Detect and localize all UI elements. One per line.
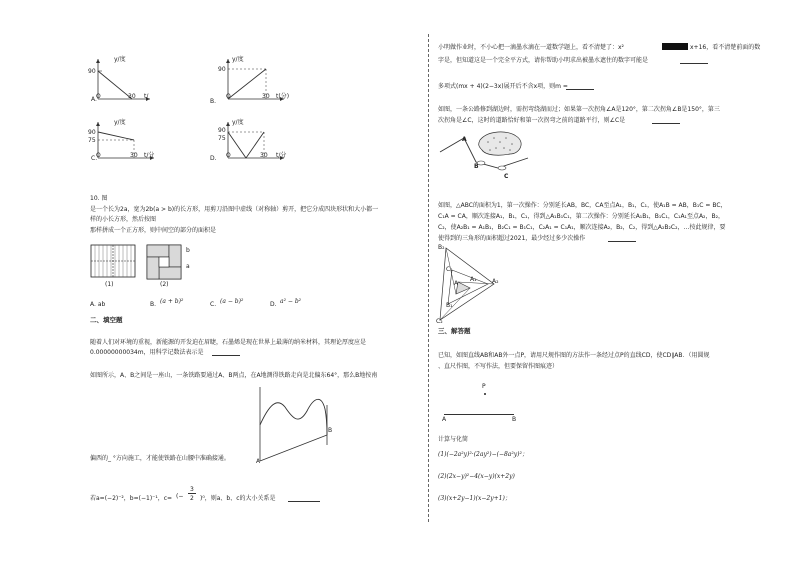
graph-c-letter: C. <box>91 155 98 162</box>
q10-text-3: 那样拼成一个正方形，则中间空的部分的面积是 <box>90 227 217 234</box>
graph-d-ytick2: 75 <box>218 135 226 142</box>
q10-text-1: 是一个长为2a，宽为2b(a > b)的长方形，用剪刀沿图中虚线（对称轴）剪开，把它分成四块形状和大小都一 <box>90 206 379 213</box>
q10-figure-2-label: (2) <box>160 281 169 288</box>
tri-label-c2: C₂ <box>436 318 443 325</box>
mountain-point-b: B <box>328 427 333 434</box>
tri-label-c1: C₁ <box>446 266 453 273</box>
graph-b-letter: B. <box>210 98 217 105</box>
tri-label-b2: B₂ <box>438 244 445 251</box>
q10-figure-2 <box>146 244 184 283</box>
r3-blank[interactable] <box>652 117 680 124</box>
graph-b-xunit: t(分) <box>276 93 290 100</box>
q10-side-a: a <box>186 263 190 270</box>
tri-label-a2: A₂ <box>492 278 499 285</box>
graph-d-xtick: 30 <box>260 152 268 159</box>
ink-blot <box>662 43 688 50</box>
graph-a-ytick: 90 <box>88 68 96 75</box>
q10-option-d: a² − b² <box>280 298 302 305</box>
fill-q3-text: 若a=(−2)⁻²，b=(−1)⁻¹，c= <box>90 495 173 502</box>
mountain-figure <box>255 385 337 468</box>
fill-q3-blank[interactable] <box>288 495 320 502</box>
r5-text-1: 已知，如图直线AB和AB外一点P，请用尺规作图的方法作一条经过点P的直线CD，使CD∥AB．（用圆规 <box>438 352 710 359</box>
graph-option-d <box>218 118 298 173</box>
graph-c-ytick1: 90 <box>88 129 96 136</box>
q10-heading: 10. 图 <box>90 195 108 202</box>
graph-c-xtick: 30 <box>130 152 138 159</box>
graph-b-origin: O <box>226 93 231 100</box>
graph-d-ytick1: 90 <box>218 127 226 134</box>
graph-a-xunit: t/ <box>144 93 149 100</box>
graph-a-yunit: y/度 <box>114 56 126 63</box>
point-p-dot <box>484 393 486 395</box>
graph-c-origin: O <box>96 152 101 159</box>
q10-option-a: A. ab <box>90 301 106 308</box>
r4-text-2: C₁A = CA，顺次连接A₁，B₁，C₁，得到△A₁B₁C₁，第二次操作：分别延长A₁B₁，B₁C₁，C₁A₁至点A₂，B₂， <box>438 213 724 220</box>
graph-d-xunit: t/分 <box>276 152 287 159</box>
r2-blank[interactable] <box>566 83 594 90</box>
q10-side-b: b <box>186 247 190 254</box>
r1-text-mid: x+16，看不清楚前面的数 <box>690 44 761 51</box>
r1-blank[interactable] <box>680 57 708 64</box>
fill-q1-text-2: 0.00000000034m，用科学记数法表示是 <box>90 349 204 356</box>
section-heading-fill-in: 二、填空题 <box>90 316 123 324</box>
q10-option-d-letter: D. <box>270 301 277 308</box>
r4-blank[interactable] <box>608 235 636 242</box>
point-p-label: P <box>482 383 486 390</box>
mountain-point-a: A <box>256 458 261 465</box>
tri-label-a: A <box>454 280 459 287</box>
graph-d-letter: D. <box>210 155 217 162</box>
road-point-b: B <box>474 163 479 170</box>
graph-c-ytick2: 75 <box>88 137 96 144</box>
q10-option-b-letter: B. <box>150 301 157 308</box>
r5-text-2: 、直尺作图，不写作法，但要保留作图痕迹） <box>438 363 559 370</box>
road-point-c: C <box>504 173 509 180</box>
fill-q1-text-1: 随着人们对环境的重视，新能源的开发迫在眉睫，石墨烯是现在世界上最薄的纳米材料，其理论厚度应是 <box>90 339 367 346</box>
r1-text-1: 小明做作业时，不小心把一滴墨水滴在一道数学题上，看不清楚了：x² <box>438 44 624 51</box>
fill-q2-text-2: 偏西的_ °方向施工，才能使铁路在山腰中准确接通。 <box>90 455 230 462</box>
q10-figure-1 <box>90 244 136 281</box>
q10-figure-1-label: (1) <box>105 281 114 288</box>
section-heading-solve: 三、解答题 <box>438 327 471 335</box>
graph-option-c <box>88 118 168 173</box>
q10-option-b: (a + b)² <box>160 298 184 305</box>
line-ab <box>444 414 514 415</box>
r4-text-1: 如图，△ABC的面积为1，第一次操作：分别延长AB，BC，CA至点A₁，B₁，C₁，使A₁B = AB，B₁C = BC， <box>438 202 727 209</box>
tri-label-a1: A₁ <box>470 276 477 283</box>
road-figure <box>436 128 536 183</box>
graph-d-origin: O <box>226 152 231 159</box>
r4-text-3: C₂，使A₂B₁ = A₁B₁，B₂C₁ = B₁C₁，C₂A₁ = C₁A₁，顺次连接A₂，B₂，C₂，得到△A₂B₂C₂，…按此规律，要 <box>438 224 726 231</box>
r3-text-1: 如图，一条公路修到湖边时，需拐弯绕湖而过；如果第一次拐角∠A是120°，第二次拐角∠B是150°，第三 <box>438 106 720 113</box>
calc-heading: 计算与化简 <box>438 436 469 443</box>
q10-option-c-letter: C. <box>210 301 217 308</box>
r2-text: 多项式(mx + 4)(2−3x)展开后不含x项，则m = <box>438 83 568 90</box>
calc-item-2: (2)(2x−y)²−4(x−y)(x+2y) <box>438 473 515 480</box>
q10-text-2: 样的小长方形，然后按图 <box>90 216 157 223</box>
line-ab-point-b: B <box>512 416 517 423</box>
r1-text-2: 字是，但知道这是一个完全平方式，请你帮助小明求出被墨水遮住的数字可能是 <box>438 57 649 64</box>
line-ab-point-a: A <box>442 416 447 423</box>
road-point-a: A <box>462 136 467 143</box>
graph-b-ytick: 90 <box>218 66 226 73</box>
fill-q3-tail: )⁰，则a、b、c的大小关系是 <box>200 495 276 502</box>
graph-a-letter: A. <box>91 96 97 103</box>
fill-q3-frac-bot: 2 <box>190 495 194 502</box>
fill-q1-blank[interactable] <box>212 349 240 356</box>
graph-c-xunit: t/分 <box>144 152 155 159</box>
graph-b-yunit: y/度 <box>232 56 244 63</box>
graph-option-b <box>218 55 298 110</box>
fraction-bar <box>188 493 196 494</box>
q10-option-c: (a − b)² <box>220 298 244 305</box>
r3-text-2: 次拐角是∠C，这时的道路恰好和第一次拐弯之前的道路平行，则∠C是 <box>438 117 626 124</box>
graph-a-origin: O <box>96 93 101 100</box>
tri-label-b1: B₁ <box>446 302 453 309</box>
graph-c-yunit: y/度 <box>114 119 126 126</box>
calc-item-1: (1)(−2a²y)²·(2ay²)−(−8a²y)²； <box>438 451 528 458</box>
fill-q3-frac-top: 3 <box>190 486 194 493</box>
fill-q2-text: 如图所示，A、B之间是一座山，一条铁路要通过A、B两点，在A地测得铁路走向是北偏东64°，那么B地按南 <box>90 372 378 379</box>
column-divider <box>428 34 429 522</box>
triangle-figure <box>436 244 500 329</box>
graph-d-yunit: y/度 <box>232 119 244 126</box>
graph-b-xtick: 30 <box>262 93 270 100</box>
graph-a-xtick: 30 <box>128 93 136 100</box>
r4-text-4: 使得到的三角形的面积超过2021，最少经过多少次操作 <box>438 235 586 242</box>
calc-item-3: (3)(x+2y−1)(x−2y+1)； <box>438 495 511 502</box>
